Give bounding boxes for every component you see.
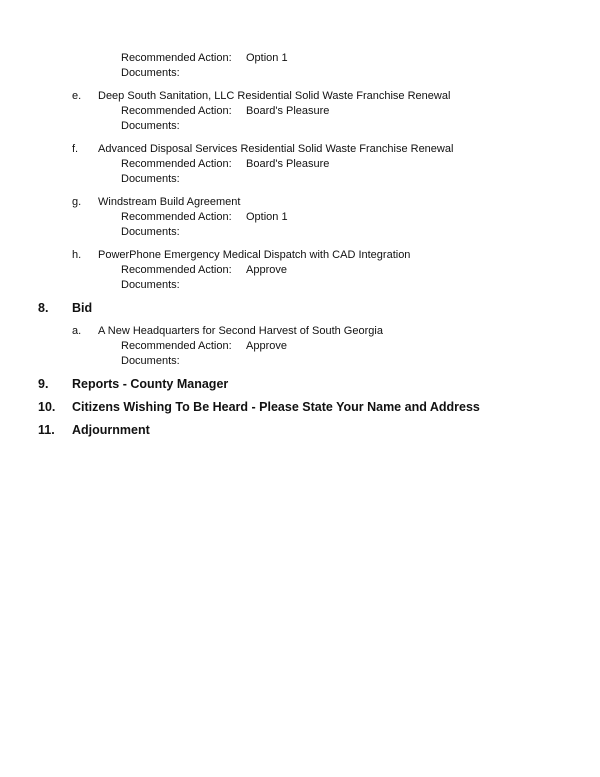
recommended-action-value: Option 1	[246, 211, 288, 223]
section-title: Bid	[72, 301, 93, 315]
item-title: A New Headquarters for Second Harvest of South Georgia	[98, 325, 383, 337]
section-title: Citizens Wishing To Be Heard - Please State Your Name and Address	[72, 400, 480, 414]
item-letter: f.	[72, 143, 79, 155]
agenda-item-8a	[0, 324, 600, 369]
documents-label: Documents:	[121, 226, 180, 238]
recommended-action-value: Option 1	[246, 52, 288, 64]
item-letter: a.	[72, 325, 82, 337]
documents-label: Documents:	[121, 355, 180, 367]
agenda-item-g	[0, 195, 600, 240]
section-11-heading	[0, 423, 600, 438]
section-8-heading	[0, 301, 600, 316]
recommended-action-label: Recommended Action:	[121, 340, 232, 352]
documents-label: Documents:	[121, 67, 180, 79]
section-number: 8.	[38, 301, 49, 315]
item-title: PowerPhone Emergency Medical Dispatch with CAD Integration	[98, 249, 411, 261]
agenda-item-e	[0, 89, 600, 134]
recommended-action-label: Recommended Action:	[121, 105, 232, 117]
item-letter: h.	[72, 249, 82, 261]
item-letter: g.	[72, 196, 82, 208]
agenda-item-f	[0, 142, 600, 187]
section-number: 10.	[38, 400, 56, 414]
section-9-heading	[0, 377, 600, 392]
recommended-action-label: Recommended Action:	[121, 264, 232, 276]
recommended-action-label: Recommended Action:	[121, 158, 232, 170]
recommended-action-label: Recommended Action:	[121, 52, 232, 64]
recommended-action-value: Board's Pleasure	[246, 105, 330, 117]
section-title: Reports - County Manager	[72, 377, 229, 391]
recommended-action-label: Recommended Action:	[121, 211, 232, 223]
documents-label: Documents:	[121, 173, 180, 185]
recommended-action-value: Approve	[246, 264, 287, 276]
item-letter: e.	[72, 90, 82, 102]
section-10-heading	[0, 400, 600, 415]
documents-label: Documents:	[121, 279, 180, 291]
item-title: Windstream Build Agreement	[98, 196, 241, 208]
item-title: Advanced Disposal Services Residential Solid Waste Franchise Renewal	[98, 143, 454, 155]
documents-label: Documents:	[121, 120, 180, 132]
section-number: 9.	[38, 377, 49, 391]
recommended-action-value: Approve	[246, 340, 287, 352]
section-title: Adjournment	[72, 423, 150, 437]
agenda-item-h	[0, 248, 600, 293]
item-title: Deep South Sanitation, LLC Residential Solid Waste Franchise Renewal	[98, 90, 451, 102]
recommended-action-value: Board's Pleasure	[246, 158, 330, 170]
recommended-action-row	[0, 51, 600, 66]
section-number: 11.	[38, 423, 55, 437]
